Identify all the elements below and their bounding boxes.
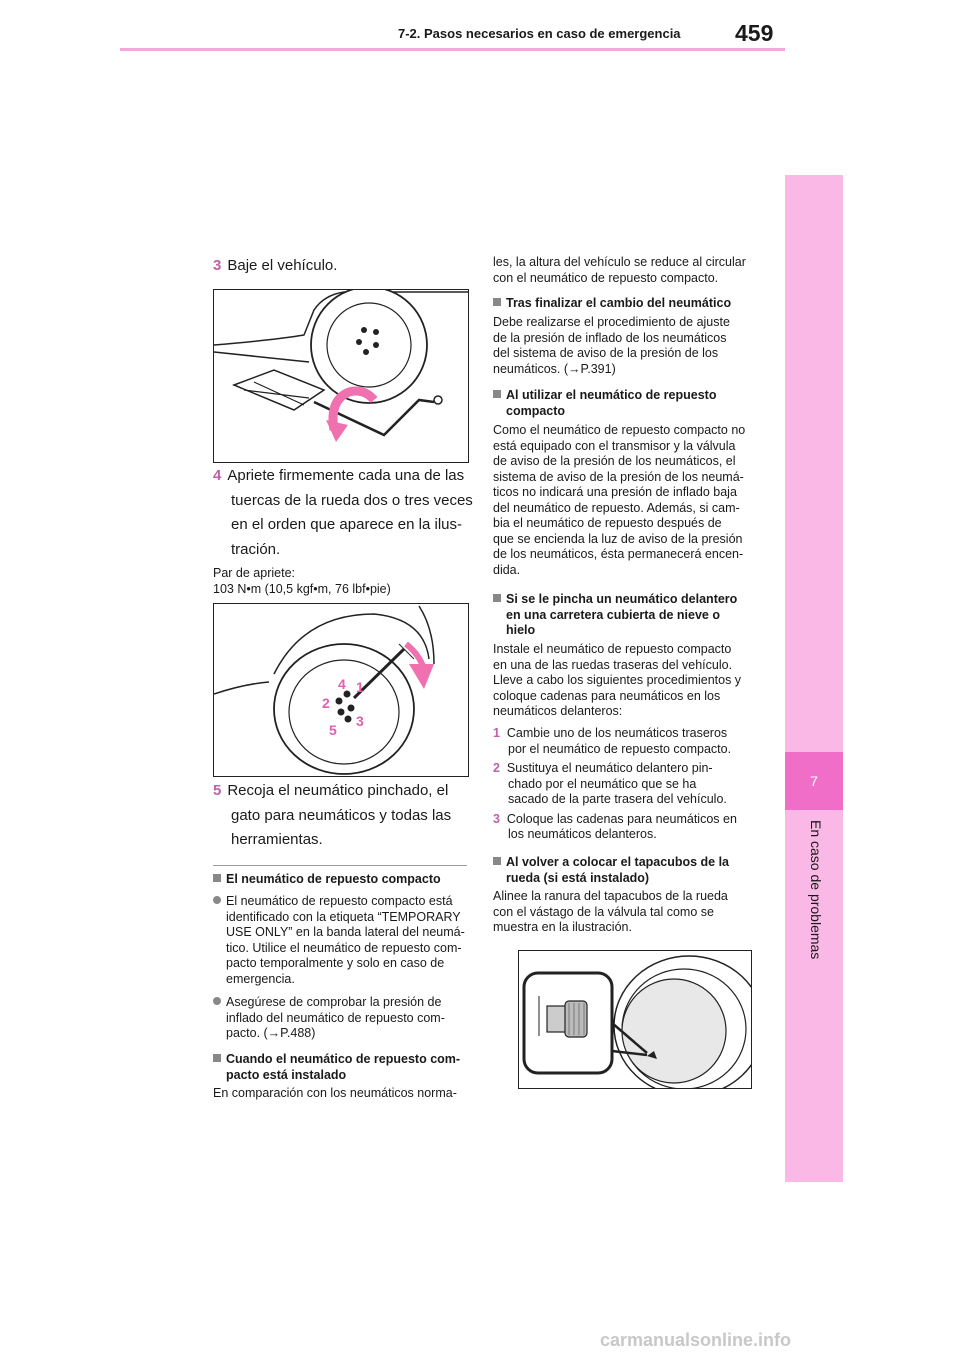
step-number: 3 (213, 257, 222, 274)
line: está equipado con el transmisor y la válvula (493, 438, 736, 453)
step-text: Baje el vehículo. (227, 257, 338, 274)
step-number: 5 (213, 782, 222, 799)
section-title: 7-2. Pasos necesarios en caso de emergencia (398, 26, 681, 41)
list-item (493, 761, 763, 808)
torque-value: 103 N•m (10,5 kgf•m, 76 lbf•pie) (213, 581, 391, 596)
line: sistema de aviso de la presión de los neumá- (493, 469, 744, 484)
line: Lleve a cabo los siguientes procedimientos y (493, 673, 742, 687)
step-line: herramientas. (231, 831, 323, 848)
line: Al utilizar el neumático de repuesto (506, 388, 717, 402)
note-title (213, 872, 473, 888)
line: pacto temporalmente y solo en caso de (226, 956, 445, 970)
line: Cuando el neumático de repuesto com- (226, 1052, 461, 1066)
line: Asegúrese de comprobar la presión de (226, 995, 442, 1009)
line: identificado con la etiqueta “TEMPORARY (226, 909, 461, 924)
line: emergencia. (226, 971, 295, 986)
line: del sistema de aviso de la presión de los (493, 346, 719, 360)
line: de aviso de la presión de los neumáticos, el (493, 454, 736, 468)
step-line: tuercas de la rueda dos o tres veces (231, 491, 473, 509)
line: rueda (si está instalado) (506, 870, 650, 885)
header-rule (120, 48, 785, 51)
list-item (493, 726, 763, 757)
nut-label: 4 (338, 676, 346, 692)
line: tico. Utilice el neumático de repuesto com- (226, 940, 462, 955)
step-4 (213, 464, 473, 562)
line: neumáticos delanteros: (493, 704, 623, 718)
watermark: carmanualsonline.info (600, 1330, 792, 1350)
line: Alinee la ranura del tapacubos de la rueda (493, 889, 728, 903)
step-line: gato para neumáticos y todas las (231, 806, 452, 824)
step-line: tración. (231, 540, 281, 558)
line: sacado de la parte trasera del vehículo. (508, 792, 727, 806)
line: por el neumático de repuesto compacto. (508, 741, 732, 756)
line: ticos no indicará una presión de inflado baja (493, 485, 737, 499)
square-bullet-icon (213, 1054, 221, 1062)
line: coloque cadenas para neumáticos en los (493, 688, 721, 703)
line: Instale el neumático de repuesto compacto (493, 642, 732, 656)
note-body (493, 423, 763, 578)
note-body (493, 315, 763, 377)
nut-label: 2 (322, 695, 330, 711)
note-title (493, 296, 763, 312)
page-number: 459 (735, 20, 774, 46)
torque-label: Par de apriete: (213, 566, 295, 580)
line: Coloque las cadenas para neumáticos en (506, 811, 737, 826)
line: hielo (506, 623, 536, 637)
line: de los neumáticos, ésta permanecerá encen- (493, 547, 744, 561)
line: pacto. (→P.488) (226, 1026, 316, 1040)
line: les, la altura del vehículo se reduce al circular (493, 255, 746, 269)
numbered-list (493, 726, 763, 843)
nut-label: 5 (329, 722, 337, 738)
note-title (213, 1052, 473, 1083)
line: bia el neumático de repuesto después de (493, 516, 722, 530)
line: de la presión de inflado de los neumáticos (493, 330, 727, 345)
hubcap-illustration (519, 951, 751, 1088)
note-title-text: Tras finalizar el cambio del neumático (506, 296, 732, 310)
continued-text (493, 255, 763, 286)
square-bullet-icon (493, 298, 501, 306)
step-5 (213, 779, 473, 853)
section-divider (213, 865, 467, 866)
item-number: 2 (493, 761, 500, 775)
step-line: Apriete firmemente cada una de las (227, 467, 465, 484)
item-number: 3 (493, 811, 500, 826)
chapter-side-tab (785, 175, 843, 1182)
note-title-text: El neumático de repuesto compacto (226, 872, 441, 886)
wheel-nut-illustration (214, 604, 468, 776)
nut-label: 1 (356, 679, 364, 695)
line: Al volver a colocar el tapacubos de la (506, 855, 730, 869)
line: inflado del neumático de repuesto com- (226, 1010, 445, 1025)
torque-spec (213, 566, 473, 597)
line: con el neumático de repuesto compacto. (493, 270, 719, 285)
line: en una de las ruedas traseras del vehículo. (493, 657, 733, 672)
line: Como el neumático de repuesto compacto no (493, 423, 746, 437)
line: con el vástago de la válvula tal como se (493, 904, 714, 919)
round-bullet-icon (213, 896, 221, 904)
square-bullet-icon (493, 857, 501, 865)
line: muestra en la ilustración. (493, 920, 632, 934)
chapter-number-box (785, 752, 843, 810)
square-bullet-icon (493, 390, 501, 398)
line: USE ONLY” en la banda lateral del neumá- (226, 925, 465, 939)
bullet-item (213, 995, 473, 1042)
item-number: 1 (493, 726, 500, 740)
line: chado por el neumático que se ha (508, 776, 697, 791)
line: en una carretera cubierta de nieve o (506, 607, 720, 622)
step-number: 4 (213, 467, 222, 484)
bullet-item (213, 894, 473, 987)
chapter-number: 7 (810, 773, 818, 789)
line: del neumático de repuesto. Además, si cam- (493, 500, 740, 515)
list-item (493, 812, 763, 843)
figure-hubcap-valve (518, 950, 752, 1089)
nut-label: 3 (356, 713, 364, 729)
line: los neumáticos delanteros. (508, 827, 657, 841)
note-title (493, 592, 763, 639)
line: pacto está instalado (226, 1067, 347, 1082)
line: El neumático de repuesto compacto está (226, 894, 453, 908)
line: Debe realizarse el procedimiento de ajuste (493, 315, 730, 329)
figure-nut-order (213, 603, 469, 777)
figure-lower-vehicle (213, 289, 469, 463)
chapter-label: En caso de problemas (808, 820, 824, 960)
line: que se encienda la luz de aviso de la presión (493, 531, 743, 546)
note-body: En comparación con los neumáticos norma- (213, 1086, 457, 1100)
line: dida. (493, 562, 521, 577)
step-line: Recoja el neumático pinchado, el (227, 782, 449, 799)
line: compacto (506, 403, 566, 418)
line: Sustituya el neumático delantero pin- (506, 761, 713, 775)
square-bullet-icon (213, 874, 221, 882)
note-title (493, 855, 763, 886)
square-bullet-icon (493, 594, 501, 602)
step-3 (213, 254, 337, 278)
note-title (493, 388, 763, 419)
line: neumáticos. (→P.391) (493, 361, 616, 376)
line: Cambie uno de los neumáticos traseros (506, 726, 728, 740)
step-line: en el orden que aparece en la ilus- (231, 516, 462, 533)
note-body (493, 642, 763, 720)
round-bullet-icon (213, 997, 221, 1005)
line: Si se le pincha un neumático delantero (506, 592, 738, 606)
note-body (493, 889, 763, 936)
jack-illustration (214, 290, 468, 462)
